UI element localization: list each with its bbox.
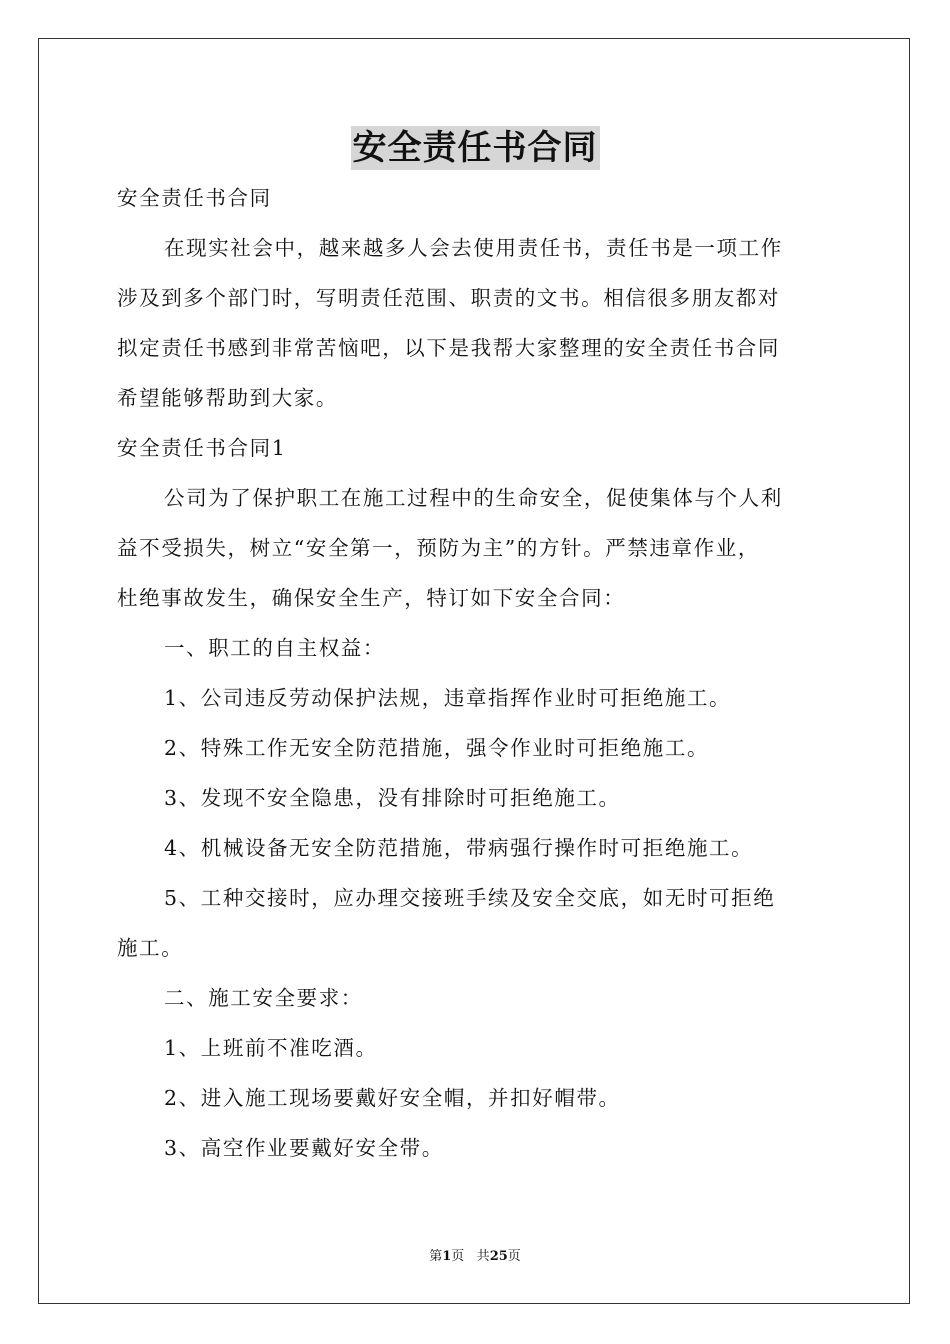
part1-heading: 一、职工的自主权益： bbox=[164, 636, 385, 660]
footer-total-suffix: 页 bbox=[507, 1249, 521, 1264]
part1-item-2: 2、特殊工作无安全防范措施，强令作业时可拒绝施工。 bbox=[164, 736, 710, 760]
footer-page-number: 1 bbox=[442, 1249, 452, 1264]
part2-item-3: 3、高空作业要戴好安全带。 bbox=[164, 1136, 444, 1160]
part1-item-1: 1、公司违反劳动保护法规，违章指挥作业时可拒绝施工。 bbox=[164, 686, 732, 710]
page-footer bbox=[0, 1248, 950, 1266]
intro-line-2: 涉及到多个部门时，写明责任范围、职责的文书。相信很多朋友都对 bbox=[117, 286, 780, 310]
intro-line-3: 拟定责任书感到非常苦恼吧，以下是我帮大家整理的安全责任书合同 bbox=[117, 336, 780, 360]
footer-page-prefix: 第 bbox=[429, 1249, 443, 1264]
title-wrap bbox=[0, 126, 950, 170]
section1-line-3: 杜绝事故发生，确保安全生产，特订如下安全合同： bbox=[117, 586, 626, 610]
part1-item-4: 4、机械设备无安全防范措施，带病强行操作时可拒绝施工。 bbox=[164, 836, 754, 860]
intro-line-1: 在现实社会中，越来越多人会去使用责任书，责任书是一项工作 bbox=[164, 236, 783, 260]
section1-heading: 安全责任书合同1 bbox=[117, 436, 287, 460]
intro-line-4: 希望能够帮助到大家。 bbox=[117, 386, 338, 410]
part1-item-3: 3、发现不安全隐患，没有排除时可拒绝施工。 bbox=[164, 786, 621, 810]
part1-item-5-cont: 施工。 bbox=[117, 936, 184, 960]
part2-item-2: 2、进入施工现场要戴好安全帽，并扣好帽带。 bbox=[164, 1086, 621, 1110]
part1-item-5: 5、工种交接时，应办理交接班手续及安全交底，如无时可拒绝 bbox=[164, 886, 776, 910]
footer-page-suffix: 页 bbox=[451, 1249, 465, 1264]
section1-line-2: 益不受损失，树立“安全第一，预防为主”的方针。严禁违章作业， bbox=[117, 536, 760, 560]
page-border bbox=[38, 38, 910, 1304]
footer-total-pages: 25 bbox=[489, 1249, 508, 1264]
part2-heading: 二、施工安全要求： bbox=[164, 986, 363, 1010]
section1-line-1: 公司为了保护职工在施工过程中的生命安全，促使集体与个人利 bbox=[164, 486, 783, 510]
footer-total-prefix: 共 bbox=[476, 1249, 490, 1264]
document-title: 安全责任书合同 bbox=[352, 128, 598, 168]
part2-item-1: 1、上班前不准吃酒。 bbox=[164, 1036, 378, 1060]
subtitle: 安全责任书合同 bbox=[117, 186, 272, 210]
